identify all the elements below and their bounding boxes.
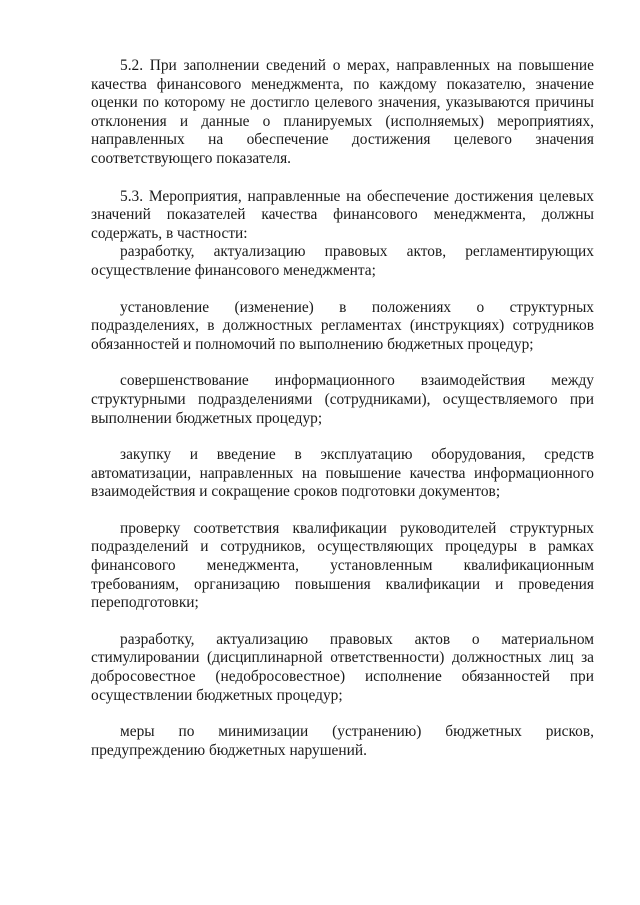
list-item-material-incentives: разработку, актуализацию правовых актов о материальном стимулировании (дисциплинарной ответственности) должностных лиц за добросовестное (недобросовестное) исполнение обязанностей при осуществлении бюджетных процедур; — [91, 630, 594, 704]
paragraph-5-3: 5.3. Мероприятия, направленные на обеспечение достижения целевых значений показателей качества финансового менеджмента, должны содержать, в частности: — [91, 187, 594, 242]
list-item-equipment-procurement: закупку и введение в эксплуатацию оборудования, средств автоматизации, направленных на повышение качества информационного взаимодействия и сокращение сроков подготовки документов; — [91, 446, 594, 501]
list-item-regulations: установление (изменение) в положениях о структурных подразделениях, в должностных регламентах (инструкциях) сотрудников обязанностей и полномочий по выполнению бюджетных процедур; — [91, 298, 594, 353]
list-item-risk-minimization: меры по минимизации (устранению) бюджетных рисков, предупреждению бюджетных нарушений. — [91, 723, 594, 759]
list-item-legal-acts: разработку, актуализацию правовых актов, регламентирующих осуществление финансового менеджмента; — [91, 243, 594, 279]
list-item-information-interaction: совершенствование информационного взаимодействия между структурными подразделениями (сотрудниками), осуществляемого при выполнении бюджетных процедур; — [91, 372, 594, 427]
paragraph-5-2: 5.2. При заполнении сведений о мерах, направленных на повышение качества финансового менеджмента, по каждому показателю, значение оценки по которому не достигло целевого значения, указываются причины отклонения и данные о планируемых (исполняемых) мероприятиях, направленных на обеспечение достижения целевого значения соответствующего показателя. — [91, 57, 594, 167]
list-item-qualification-check: проверку соответствия квалификации руководителей структурных подразделений и сотрудников, осуществляющих процедуры в рамках финансового менеджмента, установленным квалификационным требованиям, организацию повышения квалификации и проведения переподготовки; — [91, 519, 594, 612]
